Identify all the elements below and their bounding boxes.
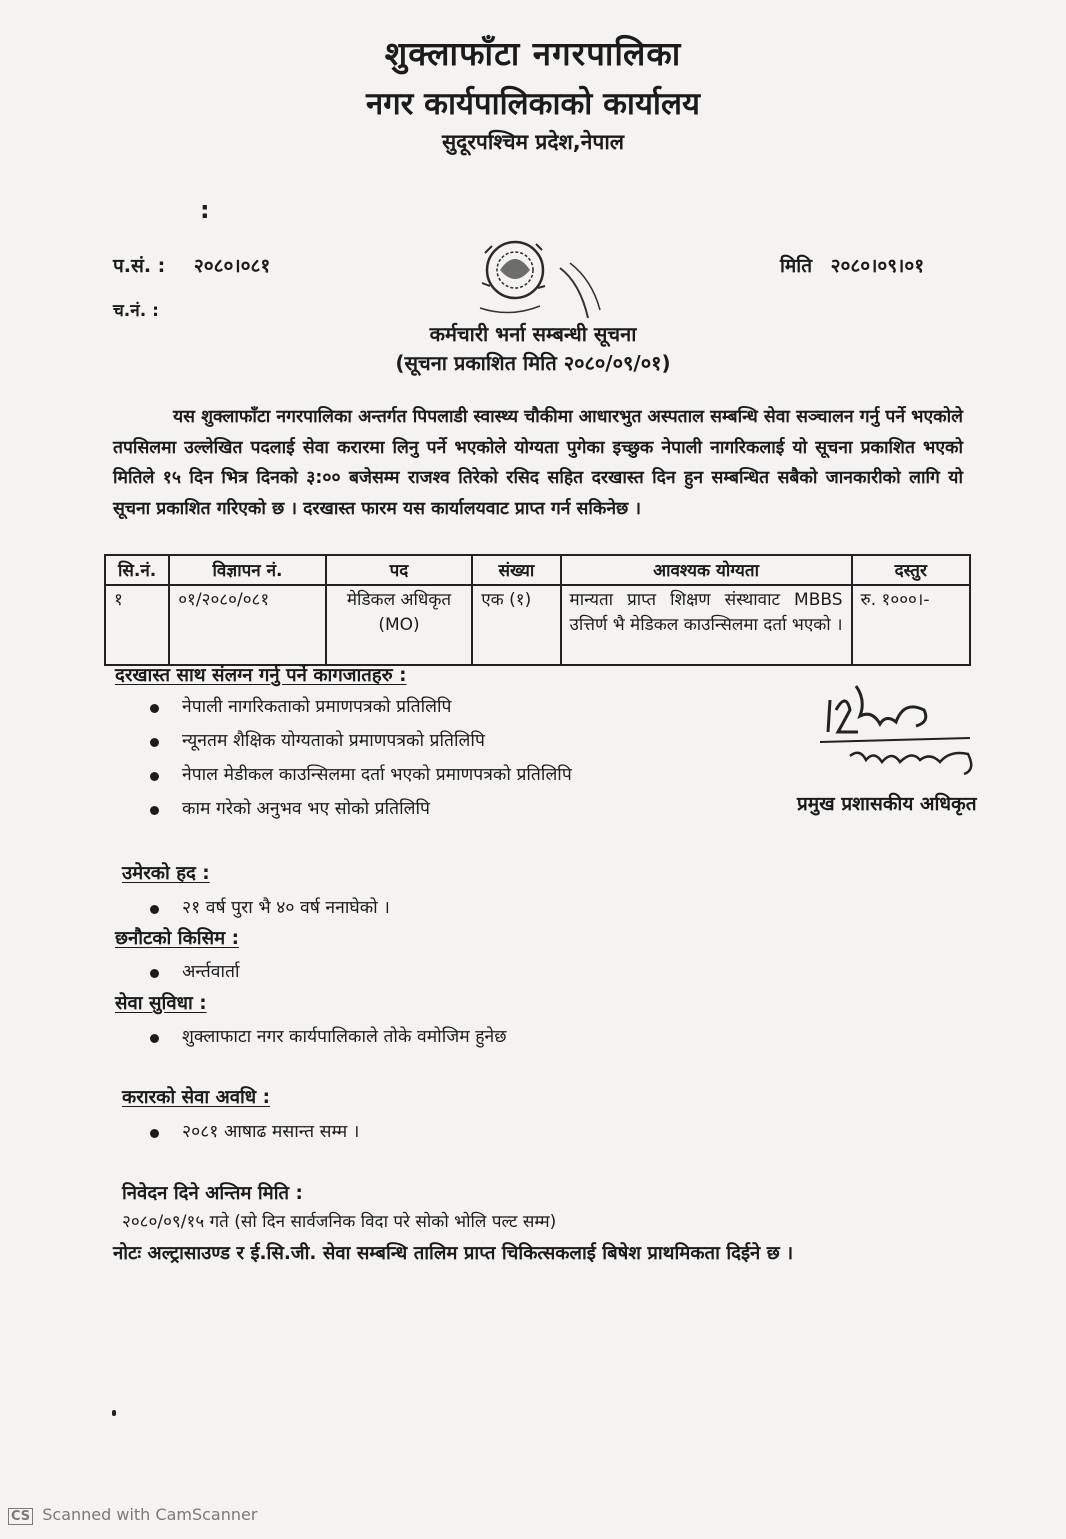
- ps-value: २०८०।०८१: [193, 255, 271, 277]
- camscanner-logo-icon: CS: [8, 1508, 33, 1525]
- header-count: संख्या: [472, 555, 560, 585]
- list-item: काम गरेको अनुभव भए सोको प्रतिलिपि: [148, 794, 572, 828]
- term-list: [148, 1117, 359, 1151]
- cell-adv-no: ०१/२०८०/०८१: [169, 585, 326, 665]
- list-item: शुक्लाफाटा नगर कार्यपालिकाले तोके वमोजिम हुनेछ: [148, 1022, 507, 1056]
- vacancy-table: [104, 554, 971, 666]
- age-list: [148, 893, 390, 927]
- camscanner-watermark: [8, 1505, 257, 1525]
- facility-heading: सेवा सुविधा :: [115, 993, 207, 1014]
- table-header-row: [105, 555, 970, 585]
- deadline-text: २०८०/०९/१५ गते (सो दिन सार्वजनिक विदा परे सोको भोलि पल्ट सम्म): [122, 1212, 557, 1232]
- issue-date: [780, 252, 924, 278]
- table-row: [105, 585, 970, 665]
- cell-post: [326, 585, 473, 665]
- cell-fee: रु. १०००।-: [852, 585, 970, 665]
- deadline-heading: निवेदन दिने अन्तिम मिति :: [122, 1183, 303, 1204]
- chalani-number: च.नं. :: [113, 301, 159, 321]
- list-item: नेपाली नागरिकताको प्रमाणपत्रको प्रतिलिपि: [148, 692, 572, 726]
- age-heading: उमेरको हद :: [122, 863, 210, 884]
- province-line: सुदूरपश्चिम प्रदेश,नेपाल: [441, 130, 625, 154]
- documents-heading: दरखास्त साथ संलग्न गर्नु पर्ने कागजातहरु :: [115, 665, 407, 686]
- date-value: २०८०।०९।०१: [830, 255, 925, 277]
- ps-label: प.सं. :: [113, 255, 166, 277]
- cell-sn: १: [105, 585, 169, 665]
- scan-speck: [112, 1410, 116, 1416]
- list-item: २१ वर्ष पुरा भै ४० वर्ष ननाघेको ।: [148, 893, 390, 927]
- signer-title: प्रमुख प्रशासकीय अधिकृत: [797, 793, 977, 815]
- list-item: अर्न्तवार्ता: [148, 957, 240, 991]
- header-sn: सि.नं.: [105, 555, 169, 585]
- list-item: नेपाल मेडीकल काउन्सिलमा दर्ता भएको प्रमाणपत्रको प्रतिलिपि: [148, 760, 572, 794]
- cell-qualification: मान्यता प्राप्त शिक्षण संस्थावाट MBBS उत्तिर्ण भै मेडिकल काउन्सिलमा दर्ता भएको ।: [561, 585, 852, 665]
- selection-list: [148, 957, 240, 991]
- intro-paragraph: यस शुक्लाफाँटा नगरपालिका अन्तर्गत पिपलाडी स्वास्थ्य चौकीमा आधारभुत अस्पताल सम्बन्धि सेवा सञ्चालन गर्नु पर्ने भएकोले तपसिलमा उल्लेखित पदलाई सेवा करारमा लिनु पर्ने भएकोले योग्यता पुगेका इच्छुक नेपाली नागरिकलाई यो सूचना प्रकाशित भएको मितिले १५ दिन भित्र दिनको ३:०० बजेसम्म राजश्व तिरेको रसिद सहित दरखास्त दिन हुन सम्बन्धित सबैको जानकारीको लागि यो सूचना प्रकाशित गरिएको छ । दरखास्त फारम यस कार्यालयवाट प्राप्त गर्न सकिनेछ ।: [113, 407, 963, 519]
- post-name: मेडिकल अधिकृत: [346, 590, 452, 610]
- header-adv-no: विज्ञापन नं.: [169, 555, 326, 585]
- list-item: २०८१ आषाढ मसान्त सम्म ।: [148, 1117, 359, 1151]
- office-name: नगर कार्यपालिकाको कार्यालय: [366, 86, 700, 122]
- list-item: न्यूनतम शैक्षिक योग्यताको प्रमाणपत्रको प्रतिलिपि: [148, 726, 572, 760]
- header-fee: दस्तुर: [852, 555, 970, 585]
- camscanner-text: Scanned with CamScanner: [42, 1505, 258, 1524]
- org-name: शुक्लाफाँटा नगरपालिका: [384, 34, 682, 73]
- header-post: पद: [326, 555, 473, 585]
- notice-subtitle: (सूचना प्रकाशित मिति २०८०/०९/०१): [395, 351, 671, 375]
- selection-heading: छनौटको किसिम :: [115, 928, 239, 949]
- facility-list: [148, 1022, 507, 1056]
- cell-count: एक (१): [472, 585, 560, 665]
- term-heading: करारको सेवा अवधि :: [122, 1087, 271, 1108]
- reference-number: [113, 252, 270, 278]
- date-label: मिति: [780, 255, 813, 277]
- header-qualification: आवश्यक योग्यता: [561, 555, 852, 585]
- signature-icon: [800, 670, 1000, 780]
- colon-mark: :: [200, 196, 210, 224]
- notice-title: कर्मचारी भर्ना सम्बन्धी सूचना: [429, 322, 637, 346]
- note-text: नोटः अल्ट्रासाउण्ड र ई.सि.जी. सेवा सम्बन्धि तालिम प्राप्त चिकित्सकलाई बिषेश प्राथमिकता दिईने छ ।: [113, 1243, 794, 1264]
- documents-list: [148, 692, 572, 828]
- post-abbr: (MO): [378, 615, 420, 635]
